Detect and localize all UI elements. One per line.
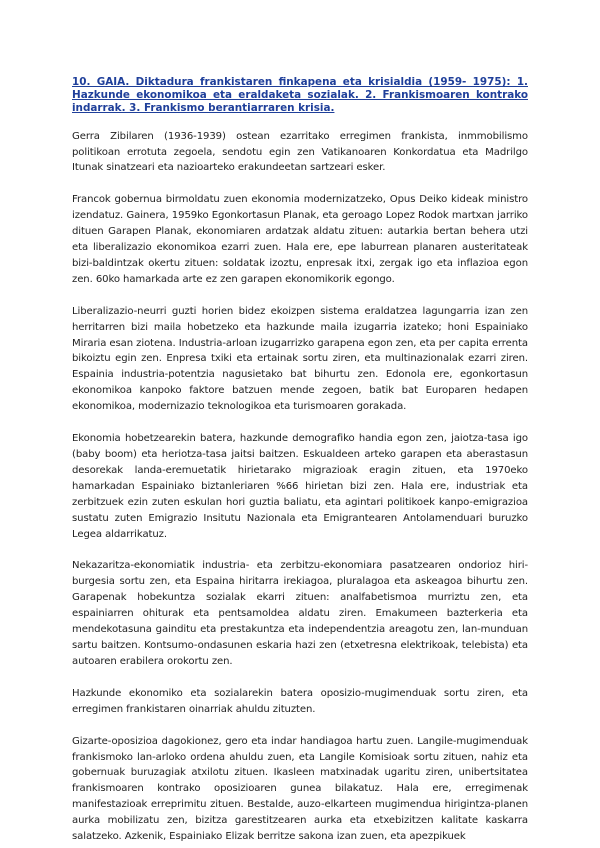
paragraph-5: Nekazaritza-ekonomiatik industria- eta zerbitzu-ekonomiara pasatzearen ondorioz hiri-burgesia sortu zen, eta Espaina hiritarra irekiagoa, pluralagoa eta askeagoa bihurtu zen. Garapenak hobekuntza sozialak ekarri zituen: analfabetismoa murriztu zen, eta espainiarren ohiturak eta pentsamoldea aldatu ziren. Emakumeen bazterkeria eta mendekotasuna gainditu eta prestakuntza eta independentzia areagotu zen, lan-munduan sartu baitzen. Kontsumo-ondasunen eskaria hazi zen (etxetresna elektrikoak, telebista) eta autoaren erabilera orokortu zen. [72, 560, 528, 667]
paragraph-6: Hazkunde ekonomiko eta sozialarekin batera oposizio-mugimenduak sortu ziren, eta erregimen frankistaren oinarriak ahuldu zituzten. [72, 687, 528, 715]
paragraph-4: Ekonomia hobetzearekin batera, hazkunde demografiko handia egon zen, jaiotza-tasa igo (baby boom) eta heriotza-tasa jaitsi baitzen. Eskualdeen arteko garapen eta aberastasun desorekak landa-eremuetatik hirietarako migrazioak eragin zituen, eta 1970eko hamarkadan Espainiako biztanleriaren %66 hirietan bizi zen. Hala ere, industriak eta zerbitzuek ezin zuten eskulan hori guztia baliatu, eta agintari politikoek kanpo-emigrazioa sustatu zuten Emigrazio Insitutu Nazionala eta Emigrantearen Antolamenduari buruzko Legea aldarrikatuz. [72, 433, 528, 540]
paragraph-3: Liberalizazio-neurri guzti horien bidez ekoizpen sistema eraldatzea lagungarria izan zen herritarren bizi maila hobetzeko eta hazkunde maila izugarria izateko; honi Espainiako Miraria esan ziotena. Industria-arloan izugarrizko garapena egon zen, eta per capita errenta bikoiztu egin zen. Enpresa txiki eta ertainak sortu ziren, eta multinazionalak ezarri ziren. Espainia industria-potentzia nagusietako bat bihurtu zen. Edonola ere, egonkortasun ekonomikoa kanpoko faktore batzuen mende zegoen, batik bat Europaren hedapen ekonomikoa, modernizazio teknologikoa eta turismoaren gorakada. [72, 305, 528, 413]
paragraph-1: Gerra Zibilaren (1936-1939) ostean ezarritako erregimen frankista, inmmobilismo politikoan errotuta zegoela, sendotu egin zen Vatikanoaren Konkordatua eta Madrilgo Itunak sinatzeari eta nazioarteko erakundeetan sartzeari esker. [72, 130, 528, 174]
document-title: 10. GAIA. Diktadura frankistaren finkapena eta krisialdia (1959- 1975): 1. Hazkunde ekonomikoa eta eraldaketa sozialak. 2. Frankismoaren kontrako indarrak. 3. Frankismo berantiarraren krisia. [72, 76, 528, 115]
paragraph-7: Gizarte-oposizioa dagokionez, gero eta indar handiagoa hartu zuen. Langile-mugimenduak frankismoko lan-arloko ordena ahuldu zuen, eta Langile Komisioak sortu zituen, nahiz eta gobernuak buruzagiak atxilotu zituen. Ikasleen matxinadak ugaritu ziren, unibertsitatea frankismoaren kontrako oposizioaren gunea bilakatuz. Hala ere, erregimenak manifestazioak erreprimitu zituen. Bestalde, auzo-elkarteen mugimendua hirigintza-planen aurka mobilizatu zen, bizitza garestitzearen aurka eta etxebizitzen kalitate kaskarra salatzeko. Azkenik, Espainiako Elizak berritze sakona izan zuen, eta apezpikuek [72, 735, 528, 843]
paragraph-2: Francok gobernua birmoldatu zuen ekonomia modernizatzeko, Opus Deiko kideak ministro izendatuz. Gainera, 1959ko Egonkortasun Planak, eta geroago Lopez Rodok martxan jarriko dituen Garapen Planak, ekonomiaren ardatzak aldatu zituen: autarkia bertan behera utzi eta liberalizazio ekonomikoa ezarri zuen. Hala ere, epe laburrean planaren austeritateak bizi-baldintzak okertu zituen: soldatak izoztu, enpresak itxi, zergak igo eta inflazioa egon zen. 60ko hamarkada arte ez zen garapen ekonomikorik egongo. [72, 194, 528, 285]
